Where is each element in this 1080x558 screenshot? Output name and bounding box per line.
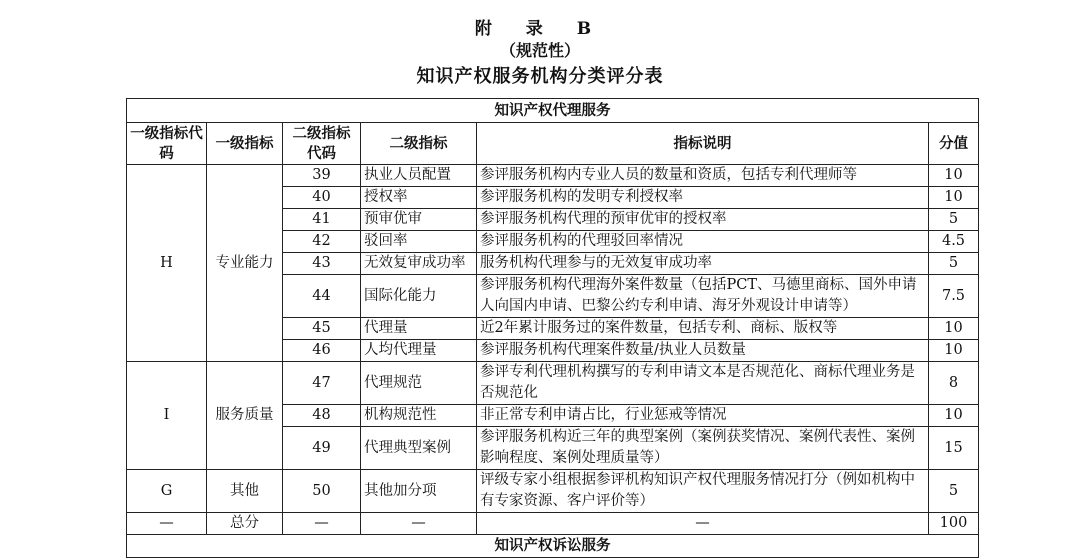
- group-code: G: [127, 470, 207, 513]
- row-name: 无效复审成功率: [361, 253, 477, 275]
- row-code: 46: [283, 340, 361, 362]
- group-code: I: [127, 362, 207, 470]
- row-desc: 非正常专利申请占比，行业惩戒等情况: [477, 405, 929, 427]
- row-desc: 参评专利代理机构撰写的专利申请文本是否规范化、商标代理业务是否规范化: [477, 362, 929, 405]
- table-row: [127, 362, 979, 405]
- section-header-row: [127, 99, 979, 123]
- row-desc: 服务机构代理参与的无效复审成功率: [477, 253, 929, 275]
- table-row: [127, 470, 979, 513]
- section-title: 知识产权代理服务: [127, 99, 979, 123]
- row-name: 代理典型案例: [361, 427, 477, 470]
- row-code: 39: [283, 165, 361, 187]
- appendix-heading: 附 录 B: [474, 19, 606, 39]
- group-name: 专业能力: [207, 165, 283, 362]
- row-name: 机构规范性: [361, 405, 477, 427]
- row-desc: 参评服务机构的代理驳回率情况: [477, 231, 929, 253]
- column-header: 一级指标代码: [127, 123, 207, 165]
- row-score: 5: [929, 253, 979, 275]
- row-name: 驳回率: [361, 231, 477, 253]
- row-desc: 参评服务机构近三年的典型案例（案例获奖情况、案例代表性、案例影响程度、案例处理质量等）: [477, 427, 929, 470]
- section-header-row: [127, 535, 979, 558]
- row-name: 预审优审: [361, 209, 477, 231]
- row-code: 44: [283, 275, 361, 318]
- section-title: 知识产权诉讼服务: [127, 535, 979, 558]
- row-code: 47: [283, 362, 361, 405]
- normative-note: （规范性）: [499, 41, 580, 60]
- row-score: 10: [929, 340, 979, 362]
- row-code: 41: [283, 209, 361, 231]
- total-row: [127, 513, 979, 535]
- scoring-table: [126, 98, 979, 558]
- row-code: 49: [283, 427, 361, 470]
- row-code: 42: [283, 231, 361, 253]
- column-header: 指标说明: [477, 123, 929, 165]
- row-desc: 参评服务机构代理案件数量/执业人员数量: [477, 340, 929, 362]
- row-name: 代理量: [361, 318, 477, 340]
- row-name: 代理规范: [361, 362, 477, 405]
- table-row: [127, 165, 979, 187]
- row-desc: 参评服务机构内专业人员的数量和资质，包括专利代理师等: [477, 165, 929, 187]
- row-score: 4.5: [929, 231, 979, 253]
- row-score: 10: [929, 405, 979, 427]
- row-code: 40: [283, 187, 361, 209]
- row-code: 43: [283, 253, 361, 275]
- total-label: 总分: [207, 513, 283, 535]
- row-name: 其他加分项: [361, 470, 477, 513]
- total-dash: —: [477, 513, 929, 535]
- row-desc: 参评服务机构代理海外案件数量（包括PCT、马德里商标、国外申请人向国内申请、巴黎公约专利申请、海牙外观设计申请等）: [477, 275, 929, 318]
- row-score: 8: [929, 362, 979, 405]
- column-header: 二级指标: [361, 123, 477, 165]
- row-score: 7.5: [929, 275, 979, 318]
- row-score: 5: [929, 470, 979, 513]
- row-name: 国际化能力: [361, 275, 477, 318]
- row-desc: 参评服务机构代理的预审优审的授权率: [477, 209, 929, 231]
- column-header: 二级指标代码: [283, 123, 361, 165]
- total-dash: —: [127, 513, 207, 535]
- document-title: 知识产权服务机构分类评分表: [416, 66, 664, 87]
- column-header: 一级指标: [207, 123, 283, 165]
- row-desc: 评级专家小组根据参评机构知识产权代理服务情况打分（例如机构中有专家资源、客户评价等）: [477, 470, 929, 513]
- row-score: 5: [929, 209, 979, 231]
- row-desc: 近2年累计服务过的案件数量，包括专利、商标、版权等: [477, 318, 929, 340]
- group-name: 其他: [207, 470, 283, 513]
- row-name: 人均代理量: [361, 340, 477, 362]
- row-code: 45: [283, 318, 361, 340]
- total-dash: —: [283, 513, 361, 535]
- total-score: 100: [929, 513, 979, 535]
- row-name: 授权率: [361, 187, 477, 209]
- row-code: 48: [283, 405, 361, 427]
- column-header-row: [127, 123, 979, 165]
- row-score: 10: [929, 318, 979, 340]
- total-dash: —: [361, 513, 477, 535]
- group-name: 服务质量: [207, 362, 283, 470]
- row-name: 执业人员配置: [361, 165, 477, 187]
- column-header: 分值: [929, 123, 979, 165]
- row-score: 10: [929, 165, 979, 187]
- row-code: 50: [283, 470, 361, 513]
- group-code: H: [127, 165, 207, 362]
- row-desc: 参评服务机构的发明专利授权率: [477, 187, 929, 209]
- row-score: 10: [929, 187, 979, 209]
- row-score: 15: [929, 427, 979, 470]
